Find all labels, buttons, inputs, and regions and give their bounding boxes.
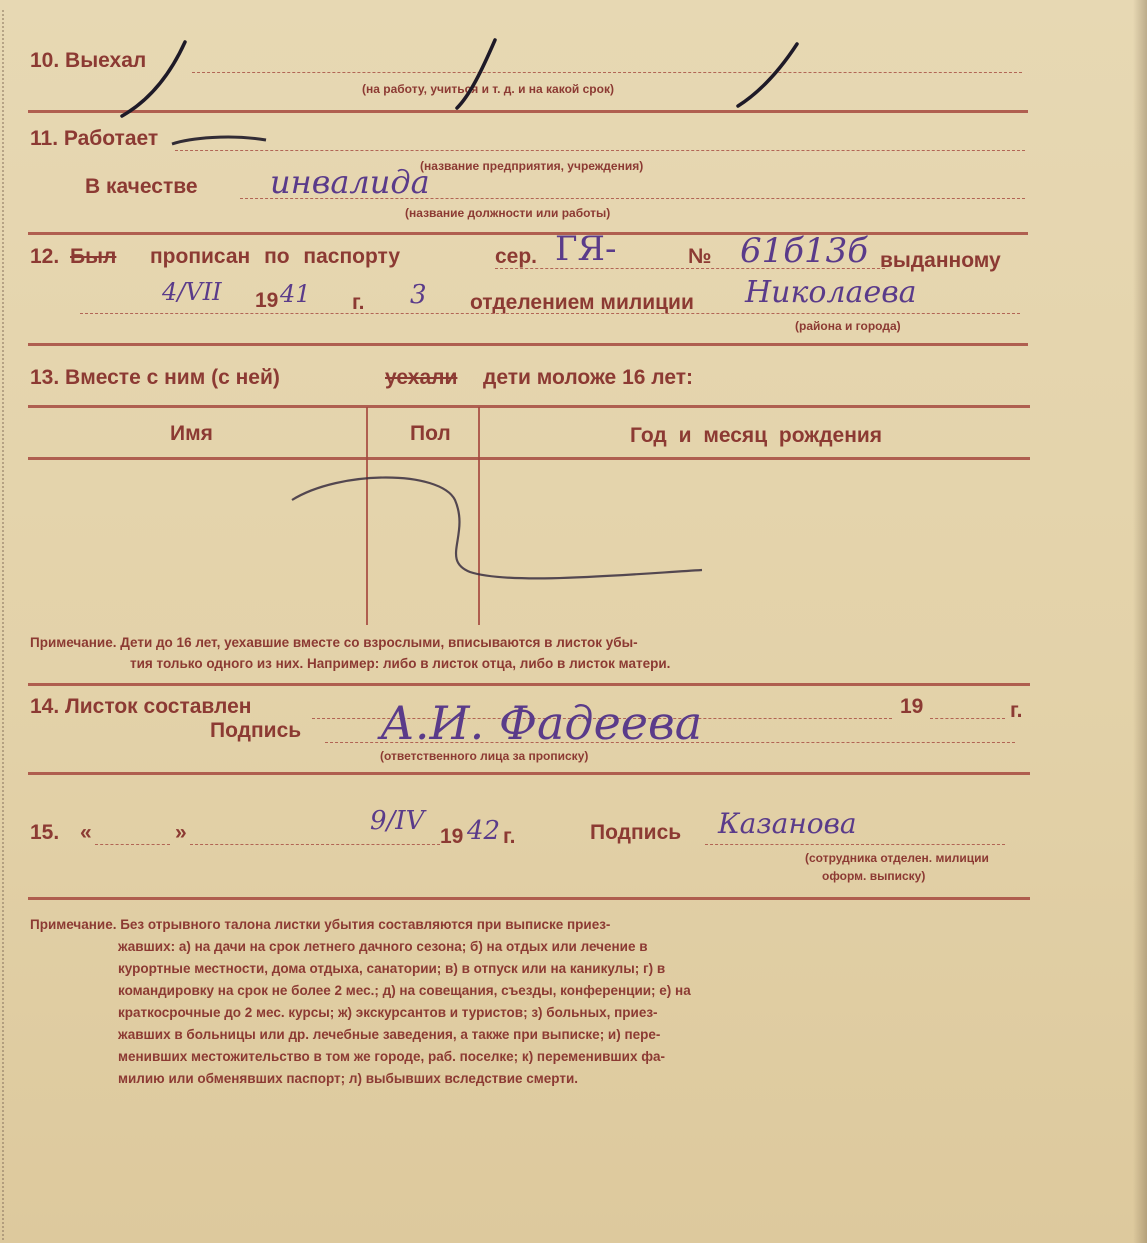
item-12-series-label: сер. xyxy=(495,245,538,268)
item-11-caption-org: (название предприятия, учреждения) xyxy=(420,159,644,173)
item-14-g-label: г. xyxy=(1010,699,1023,722)
children-col-name: Имя xyxy=(170,422,213,445)
children-col-sex: Пол xyxy=(410,422,451,445)
item-13-label-suffix: дети моложе 16 лет: xyxy=(483,366,693,389)
item-11-as-label: В качестве xyxy=(85,175,198,198)
item-13-label: 13. Вместе с ним (с ней) xyxy=(30,366,280,389)
item-11-as-value: инвалида xyxy=(270,163,430,201)
item-12-dept-label: отделением милиции xyxy=(470,291,694,314)
note-children-line-1: Примечание. Дети до 16 лет, уехавшие вместе со взрослыми, вписываются в листок убы- xyxy=(30,635,638,650)
item-15-year-suffix: 42 xyxy=(467,816,501,846)
item-15-label: 15. xyxy=(30,821,60,844)
item-12-date-value: 4/VII xyxy=(162,278,222,306)
note-export-line-3: курортные местности, дома отдыха, санатории; в) в отпуск или на каникулы; г) в xyxy=(118,961,666,976)
note-export-line-8: милию или обменявших паспорт; л) выбывших вследствие смерти. xyxy=(118,1071,579,1086)
item-10-label: 10. Выехал xyxy=(30,49,147,72)
item-15-quote-close: » xyxy=(175,821,187,844)
item-12-label: прописан по паспорту xyxy=(150,245,401,268)
item-12-struck-word: Был xyxy=(70,245,117,268)
item-12-dept-value: 3 xyxy=(410,280,427,310)
item-15-g-label: г. xyxy=(503,825,516,848)
item-15-sign-label: Подпись xyxy=(590,821,682,844)
item-12-number-value: 61б13б xyxy=(740,231,869,271)
item-12-year-prefix: 19 xyxy=(255,289,279,312)
item-15-caption-1: (сотрудника отделен. милиции xyxy=(805,851,989,865)
item-13-struck-word: уехали xyxy=(385,366,458,389)
item-14-caption: (ответственного лица за прописку) xyxy=(380,749,589,763)
item-14-signature: А.И. Фадеева xyxy=(380,696,703,750)
item-14-year-prefix: 19 xyxy=(900,695,924,718)
item-12-number-sign: № xyxy=(688,245,712,268)
note-children-line-2: тия только одного из них. Например: либо в листок отца, либо в листок матери. xyxy=(130,656,671,671)
children-col-birth: Год и месяц рождения xyxy=(630,424,883,447)
item-12-city-value: Николаева xyxy=(745,275,917,310)
note-export-line-7: менивших местожительство в том же городе, раб. поселке; к) переменивших фа- xyxy=(118,1049,666,1064)
item-14-sign-label: Подпись xyxy=(210,719,302,742)
item-14-label: 14. Листок составлен xyxy=(30,695,252,718)
item-15-caption-2: оформ. выписку) xyxy=(822,869,926,883)
note-export-line-1: Примечание. Без отрывного талона листки убытия составляются при выписке приез- xyxy=(30,917,611,932)
item-12-prefix: 12. xyxy=(30,245,60,268)
item-12-year-suffix: 41 xyxy=(280,280,311,308)
item-11-caption-position: (название должности или работы) xyxy=(405,206,611,220)
item-12-series-value: ГЯ- xyxy=(555,229,617,269)
item-11-label: 11. Работает xyxy=(30,127,159,150)
item-12-issued-label: выданному xyxy=(880,249,1001,272)
item-15-year-prefix: 19 xyxy=(440,825,464,848)
item-15-date-value: 9/IV xyxy=(370,806,425,836)
item-15-signature: Казанова xyxy=(718,807,857,840)
note-export-line-6: жавших в больницы или др. лечебные заведения, а также при выписке; и) пере- xyxy=(118,1027,661,1042)
item-10-caption: (на работу, учиться и т. д. и на какой срок) xyxy=(362,82,614,96)
item-15-quote-open: « xyxy=(80,821,92,844)
note-export-line-2: жавших: а) на дачи на срок летнего дачного сезона; б) на отдых или лечение в xyxy=(118,939,648,954)
item-12-caption-city: (района и города) xyxy=(795,319,901,333)
note-export-line-4: командировку на срок не более 2 мес.; д) на совещания, съезды, конференции; е) на xyxy=(118,983,691,998)
note-export-line-5: краткосрочные до 2 мес. курсы; ж) экскурсантов и туристов; з) больных, приез- xyxy=(118,1005,658,1020)
item-12-g-label: г. xyxy=(352,291,365,314)
